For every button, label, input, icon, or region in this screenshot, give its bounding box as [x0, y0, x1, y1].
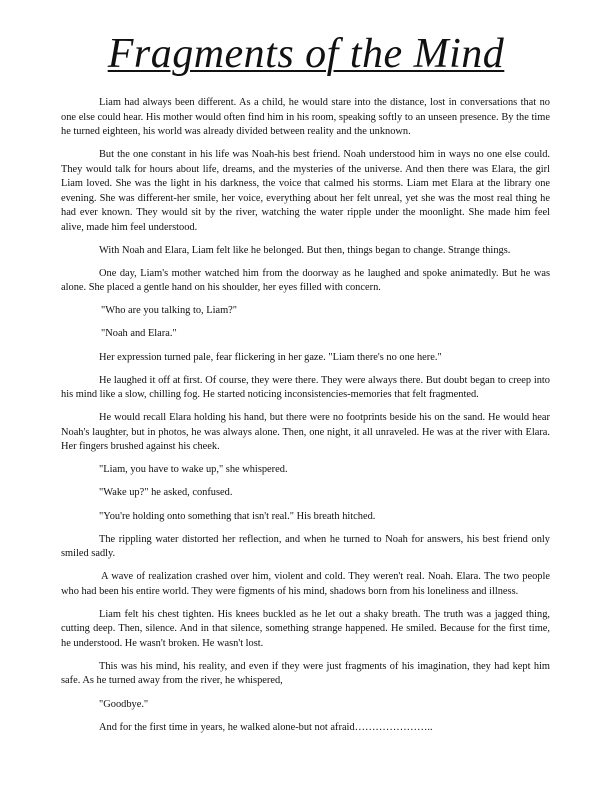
paragraph: "Who are you talking to, Liam?"	[101, 305, 238, 317]
story-body	[61, 96, 550, 744]
paragraph: Her expression turned pale, fear flickering in her gaze. "Liam there's no one here."	[99, 351, 442, 363]
paragraph: One day, Liam's mother watched him from the doorway as he laughed and spoke animatedly. But he was alone. She placed a gentle hand on his shoulder, her eyes filled with concern.	[61, 267, 550, 294]
paragraph: Liam had always been different. As a child, he would stare into the distance, lost in conversations that no one else could hear. His mother would often find him in his room, speaking softly to an unseen presence. By the time he turned eighteen, his world was already divided between reality and the unknown.	[61, 97, 550, 137]
paragraph: The rippling water distorted her reflection, and when he turned to Noah for answers, his best friend only smiled sadly.	[61, 533, 550, 560]
paragraph: "You're holding onto something that isn't real." His breath hitched.	[99, 510, 376, 522]
paragraph: Liam felt his chest tighten. His knees buckled as he let out a shaky breath. The truth was a jagged thing, cutting deep. Then, silence. And in that silence, something strange happened. He smiled. Because for the first time, he understood. He wasn't broken. He wasn't lost.	[61, 608, 550, 649]
paragraph: But the one constant in his life was Noah-his best friend. Noah understood him in ways no one else could. They would talk for hours about life, dreams, and the mysteries of the universe. And then there was Elara, the girl Liam loved. She was the light in his darkness, the voice that calmed his storms. Liam met Elara at the library one evening. She was different-her smile, her voice, everything about her felt unreal, yet she was the most real thing he had ever known. They would sit by the river, watching the water ripple under the moonlight. She made him feel alive, made him feel understood.	[61, 149, 550, 233]
paragraph: He laughed it off at first. Of course, they were there. They were always there. But doubt began to creep into his mind like a slow, chilling fog. He started noticing inconsistencies-memories that felt fragmented.	[61, 374, 550, 401]
paragraph: "Noah and Elara."	[101, 328, 177, 340]
paragraph: With Noah and Elara, Liam felt like he belonged. But then, things began to change. Strange things.	[99, 244, 511, 256]
paragraph: He would recall Elara holding his hand, but there were no footprints beside his on the sand. He would hear Noah's laughter, but in photos, he was always alone. Then, one night, it all unraveled. He was at the river with Elara. Her fingers brushed against his cheek.	[61, 412, 550, 453]
paragraph: A wave of realization crashed over him, violent and cold. They weren't real. Noah. Elara. The two people who had been his entire world. They were figments of his mind, shadows born from his loneliness and illness.	[61, 571, 550, 597]
paragraph: "Wake up?" he asked, confused.	[99, 487, 233, 499]
paragraph: And for the first time in years, he walked alone-but not afraid…………………..	[99, 721, 433, 733]
paragraph: "Liam, you have to wake up," she whispered.	[99, 464, 288, 476]
document-title: Fragments of the Mind	[107, 31, 505, 77]
paragraph: "Goodbye."	[99, 698, 149, 710]
paragraph: This was his mind, his reality, and even if they were just fragments of his imagination, they had kept him safe. As he turned away from the river, he whispered,	[61, 660, 550, 687]
